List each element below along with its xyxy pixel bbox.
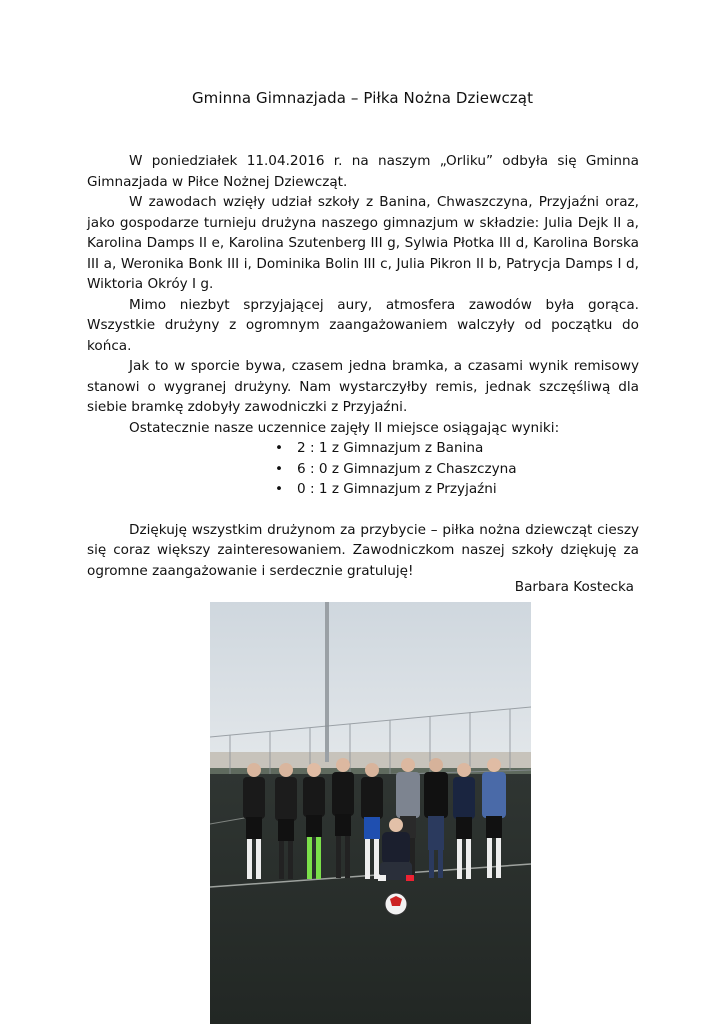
result-text: 2 : 1 z Gimnazjum z Banina	[297, 440, 484, 456]
result-text: 0 : 1 z Gimnazjum z Przyjaźni	[297, 481, 497, 497]
list-item	[275, 438, 639, 459]
bullet-icon: •	[275, 440, 284, 456]
paragraph-teams: W zawodach wzięły udział szkoły z Banina, Chwaszczyna, Przyjaźni oraz, jako gospodarze turnieju drużyna naszego gimnazjum w składzie: Julia Dejk II a, Karolina Damps II e, Karolina Szutenberg III g, Sylwia Płotka III d, Karolina Borska III a, Weronika Bonk III i, Dominika Bolin III c, Julia Pikron II b, Patrycja Damps I d, Wiktoria Okróy I g.	[87, 194, 639, 292]
light-pole	[325, 602, 329, 762]
signature: Barbara Kostecka	[514, 579, 634, 595]
paragraph-date: W poniedziałek 11.04.2016 r. na naszym „Orliku” odbyła się Gminna Gimnazjada w Piłce Nożnej Dziewcząt.	[87, 153, 639, 190]
paragraph-closing: Dziękuję wszystkim drużynom za przybycie – piłka nożna dziewcząt cieszy się coraz większy zainteresowaniem. Zawodniczkom naszej szkoły dziękuję za ogromne zaangażowanie i serdecznie gratuluję!	[87, 521, 639, 579]
bullet-icon: •	[275, 460, 284, 477]
document-title: Gminna Gimnazjada – Piłka Nożna Dziewcząt	[191, 89, 534, 107]
result-text: 6 : 0 z Gimnazjum z Chaszczyna	[297, 460, 517, 477]
paragraph-atmosphere: Mimo niezbyt sprzyjającej aury, atmosfera zawodów była gorąca. Wszystkie drużyny z ogromnym zaangażowaniem walczyły od początku do końca.	[87, 296, 639, 354]
paragraph-results-intro: Ostatecznie nasze uczennice zajęły II miejsce osiągając wyniki:	[129, 419, 560, 436]
list-item	[275, 459, 639, 480]
list-item	[275, 479, 639, 500]
paragraph-result-note: Jak to w sporcie bywa, czasem jedna bramka, a czasami wynik remisowy stanowi o wygranej drużyny. Nam wystarczyłby remis, jednak szczęśliwą dla siebie bramkę zdobyły zawodniczki z Przyjaźni.	[87, 358, 639, 415]
spacer	[87, 500, 639, 520]
results-list	[87, 438, 639, 500]
sky	[210, 602, 531, 777]
bullet-icon: •	[275, 481, 284, 497]
article-body	[87, 151, 639, 581]
team-photo	[210, 602, 531, 1024]
ball	[385, 893, 407, 915]
